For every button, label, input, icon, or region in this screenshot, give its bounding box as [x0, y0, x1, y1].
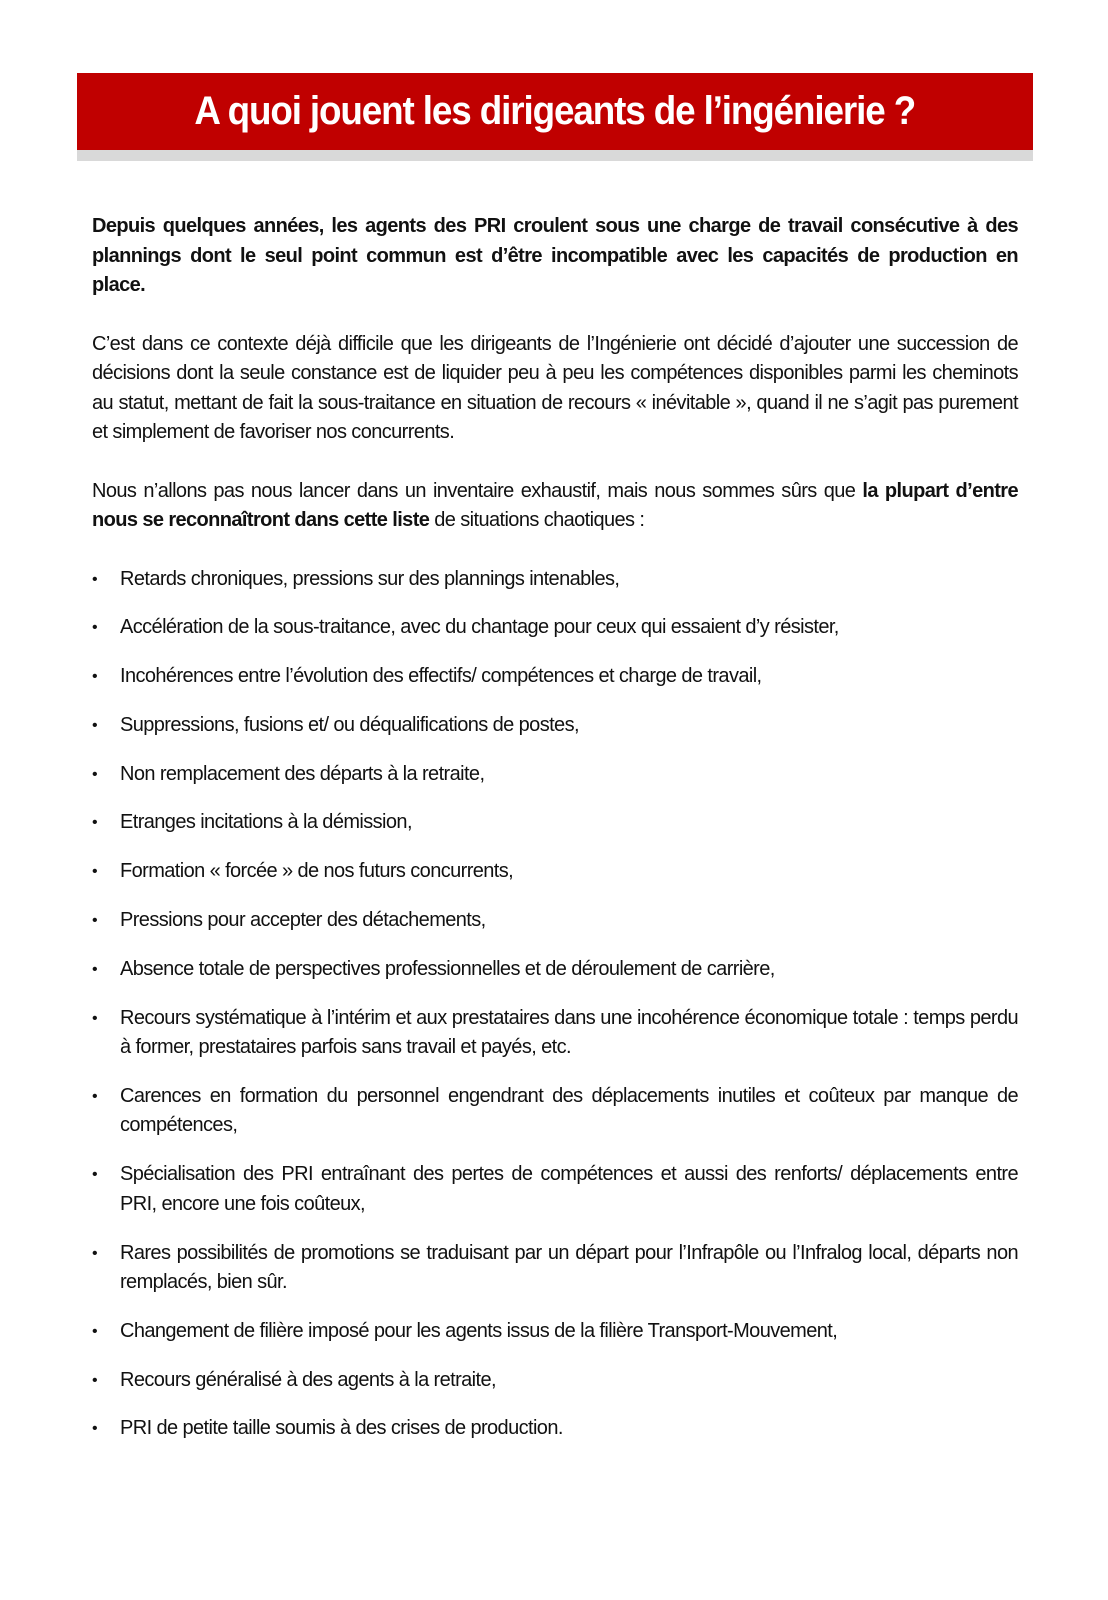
list-item	[92, 808, 1018, 838]
list-item	[92, 662, 1018, 692]
context-paragraph: C’est dans ce contexte déjà difficile que les dirigeants de l’Ingénierie ont décidé d’ajouter une succession de décisions dont la seule constance est de liquider peu à peu les compétences disponibles parmi les cheminots au statut, mettant de fait la sous-traitance en situation de recours « inévitable », quand il ne s’agit pas purement et simplement de favoriser nos concurrents.	[92, 332, 1018, 443]
list-item-text: PRI de petite taille soumis à des crises de production.	[120, 1417, 563, 1440]
list-item	[92, 1239, 1018, 1298]
bullet-icon: •	[92, 619, 98, 637]
bullet-icon: •	[92, 863, 98, 881]
list-intro-emphasis: la plupart d’entre nous se reconnaîtront dans cette liste	[92, 479, 1018, 531]
document-body	[92, 212, 1018, 1463]
list-item	[92, 955, 1018, 985]
list-item-text: Formation « forcée » de nos futurs concurrents,	[120, 860, 514, 883]
bullet-icon: •	[92, 1166, 98, 1184]
bullet-icon: •	[92, 1420, 98, 1438]
list-item-text: Pressions pour accepter des détachements,	[120, 909, 486, 932]
list-item	[92, 857, 1018, 887]
list-item	[92, 613, 1018, 643]
list-item-text: Changement de filière imposé pour les agents issus de la filière Transport-Mouvement,	[120, 1319, 838, 1342]
bullet-icon: •	[92, 1371, 98, 1389]
list-item-text: Rares possibilités de promotions se traduisant par un départ pour l’Infrapôle ou l’Infralog local, départs non remplacés, bien sûr.	[120, 1241, 1018, 1294]
bullet-icon: •	[92, 765, 98, 783]
list-intro-paragraph	[92, 477, 1018, 536]
bullet-icon: •	[92, 570, 98, 588]
list-item	[92, 1317, 1018, 1347]
list-item	[92, 1366, 1018, 1396]
list-item-text: Retards chroniques, pressions sur des plannings intenables,	[120, 567, 620, 590]
list-item	[92, 1082, 1018, 1141]
list-item-text: Carences en formation du personnel engendrant des déplacements inutiles et coûteux par manque de compétences,	[120, 1084, 1018, 1137]
list-intro-text-end: de situations chaotiques :	[429, 509, 645, 531]
bullet-icon: •	[92, 1087, 98, 1105]
list-item-text: Spécialisation des PRI entraînant des pertes de compétences et aussi des renforts/ déplacements entre PRI, encore une fois coûteux,	[120, 1163, 1018, 1215]
list-item	[92, 1004, 1018, 1063]
list-item-text: Recours systématique à l’intérim et aux prestataires dans une incohérence économique totale : temps perdu à former, prestataires parfois sans travail et payés, etc.	[120, 1006, 1018, 1059]
page-title: A quoi jouent les dirigeants de l’ingénierie ?	[194, 89, 916, 133]
list-item	[92, 906, 1018, 936]
list-item-text: Accélération de la sous-traitance, avec du chantage pour ceux qui essaient d’y résister,	[120, 616, 839, 639]
list-item-text: Absence totale de perspectives professionnelles et de déroulement de carrière,	[120, 957, 775, 980]
list-item-text: Recours généralisé à des agents à la retraite,	[120, 1368, 496, 1391]
intro-paragraph: Depuis quelques années, les agents des PRI croulent sous une charge de travail consécutive à des plannings dont le seul point commun est d’être incompatible avec les capacités de production en place.	[92, 215, 1018, 296]
bullet-icon: •	[92, 912, 98, 930]
list-item-text: Non remplacement des départs à la retraite,	[120, 762, 485, 785]
list-intro-text: Nous n’allons pas nous lancer dans un inventaire exhaustif, mais nous sommes sûrs que	[92, 479, 863, 502]
list-item-text: Suppressions, fusions et/ ou déqualifications de postes,	[120, 713, 579, 736]
title-banner	[77, 73, 1033, 150]
bullet-icon: •	[92, 960, 98, 978]
list-item	[92, 760, 1018, 790]
list-item	[92, 711, 1018, 741]
bullet-icon: •	[92, 1009, 98, 1027]
bullet-icon: •	[92, 814, 98, 832]
list-item-text: Incohérences entre l’évolution des effectifs/ compétences et charge de travail,	[120, 665, 762, 688]
title-banner-shadow	[77, 150, 1033, 161]
bullet-icon: •	[92, 1322, 98, 1340]
situations-list	[92, 565, 1018, 1444]
bullet-icon: •	[92, 1244, 98, 1262]
list-item	[92, 1414, 1018, 1444]
bullet-icon: •	[92, 716, 98, 734]
list-item-text: Etranges incitations à la démission,	[120, 811, 412, 834]
bullet-icon: •	[92, 668, 98, 686]
list-item	[92, 565, 1018, 595]
list-item	[92, 1160, 1018, 1219]
